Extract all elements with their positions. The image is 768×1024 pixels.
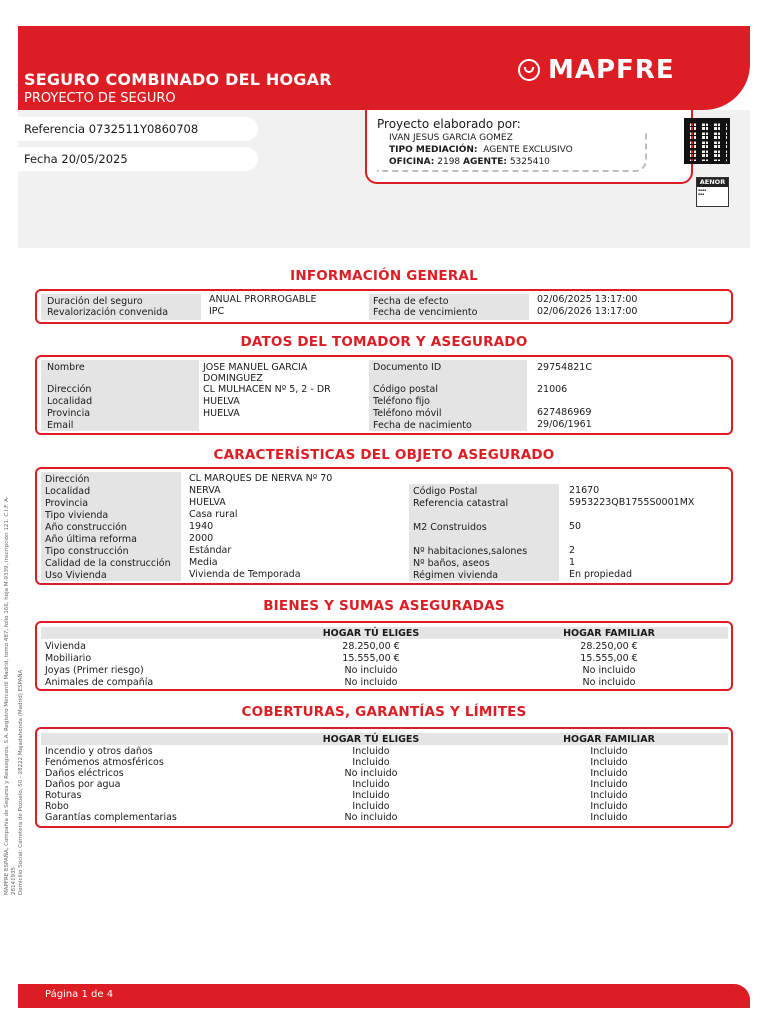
cob-agua-v2: Incluido [590, 779, 628, 790]
objeto-banos-value: 1 [569, 557, 576, 568]
objeto-habitaciones-value: 2 [569, 545, 576, 556]
office-label: OFICINA: [389, 157, 435, 167]
document-title: SEGURO COMBINADO DEL HOGAR [24, 70, 332, 89]
bienes-animales-v2: No incluido [582, 677, 636, 688]
cob-fenomenos-v2: Incluido [590, 757, 628, 768]
tel-movil-label: Teléfono móvil [373, 408, 442, 419]
bienes-joyas-v1: No incluido [344, 665, 398, 676]
objeto-calidad-value: Media [189, 557, 218, 568]
section-title-bienes: BIENES Y SUMAS ASEGURADAS [263, 598, 505, 614]
mediation-label: TIPO MEDIACIÓN: [389, 145, 478, 155]
cp-label: Código postal [373, 384, 438, 395]
bienes-joyas-label: Joyas (Primer riesgo) [45, 665, 144, 676]
objeto-tipo-vivienda-value: Casa rural [189, 509, 238, 520]
cob-incendio-label: Incendio y otros daños [45, 746, 153, 757]
revaluation-value: IPC [209, 306, 225, 317]
col-hogar-tu-eliges: HOGAR TÚ ELIGES [322, 628, 420, 639]
legal-line-2: Domicilio Social: Carretera de Pozuelo, 50 - 28222 Majadahonda (Madrid) ESPAÑA [18, 669, 24, 895]
duration-value: ANUAL PRORROGABLE [209, 294, 317, 305]
cob-electricos-label: Daños eléctricos [45, 768, 124, 779]
objeto-direccion-value: CL MARQUES DE NERVA Nº 70 [189, 473, 333, 484]
cp-value: 21006 [537, 384, 568, 395]
cob-complementarias-v1: No incluido [344, 812, 398, 823]
section-title-info-general: INFORMACIÓN GENERAL [290, 268, 478, 284]
aenor-label: AENOR [697, 178, 728, 187]
expiry-date-value: 02/06/2026 13:17:00 [537, 306, 638, 317]
cob-complementarias-v2: Incluido [590, 812, 628, 823]
cob-fenomenos-label: Fenómenos atmosféricos [45, 757, 164, 768]
col-hogar-tu-eliges: HOGAR TÚ ELIGES [322, 734, 420, 745]
aenor-certification-badge [696, 177, 729, 207]
objeto-m2-label: M2 Construidos [413, 522, 487, 533]
documento-value: 29754821C [537, 362, 592, 373]
qr-code-icon [684, 118, 730, 164]
project-author-title: Proyecto elaborado por: [377, 117, 521, 131]
revaluation-label: Revalorización convenida [47, 307, 169, 318]
cob-agua-v1: Incluido [352, 779, 390, 790]
objeto-tipo-vivienda-label: Tipo vivienda [45, 510, 109, 521]
objeto-ano-reforma-value: 2000 [189, 533, 214, 544]
section-title-tomador: DATOS DEL TOMADOR Y ASEGURADO [240, 334, 528, 350]
nacimiento-value: 29/06/1961 [537, 419, 592, 430]
cob-robo-label: Robo [45, 801, 69, 812]
coberturas-box [35, 727, 733, 828]
cob-agua-label: Daños por agua [45, 779, 121, 790]
objeto-uso-label: Uso Vivienda [45, 570, 107, 581]
objeto-direccion-label: Dirección [45, 474, 90, 485]
bienes-mobiliario-v2: 15.555,00 € [580, 653, 638, 664]
cob-roturas-label: Roturas [45, 790, 82, 801]
objeto-habitaciones-label: Nº habitaciones,salones [413, 546, 528, 557]
office-agent [389, 157, 550, 167]
col-hogar-familiar: HOGAR FAMILIAR [563, 734, 655, 745]
objeto-box [35, 467, 733, 585]
documento-label: Documento ID [373, 362, 442, 373]
objeto-uso-value: Vivienda de Temporada [189, 569, 301, 580]
duration-label: Duración del seguro [47, 296, 143, 307]
objeto-localidad-value: NERVA [189, 485, 221, 496]
cob-electricos-v2: Incluido [590, 768, 628, 779]
nacimiento-label: Fecha de nacimiento [373, 420, 472, 431]
tel-fijo-label: Teléfono fijo [373, 396, 430, 407]
objeto-ano-reforma-label: Año última reforma [45, 534, 137, 545]
cob-incendio-v2: Incluido [590, 746, 628, 757]
effect-date-value: 02/06/2025 13:17:00 [537, 294, 638, 305]
cob-roturas-v1: Incluido [352, 790, 390, 801]
col-hogar-familiar: HOGAR FAMILIAR [563, 628, 655, 639]
page-footer [18, 984, 750, 1008]
mediation-type [389, 145, 573, 155]
agent-value: 5325410 [509, 157, 550, 167]
bienes-animales-v1: No incluido [344, 677, 398, 688]
nombre-value-2: DOMINGUEZ [203, 373, 263, 384]
cob-roturas-v2: Incluido [590, 790, 628, 801]
legal-side-text [4, 475, 25, 895]
office-value: 2198 [437, 157, 461, 167]
objeto-banos-label: Nº baños, aseos [413, 558, 490, 569]
objeto-calidad-label: Calidad de la construcción [45, 558, 171, 569]
provincia-label: Provincia [47, 408, 91, 419]
cob-fenomenos-v1: Incluido [352, 757, 390, 768]
objeto-ano-construccion-label: Año construcción [45, 522, 127, 533]
direccion-value: CL MULHACEN Nº 5, 2 - DR [203, 384, 331, 395]
direccion-label: Dirección [47, 384, 92, 395]
bienes-vivienda-v2: 28.250,00 € [580, 641, 638, 652]
bienes-animales-label: Animales de compañía [45, 677, 154, 688]
mediation-value: AGENTE EXCLUSIVO [483, 145, 573, 155]
cob-complementarias-label: Garantías complementarias [45, 812, 177, 823]
section-title-objeto: CARACTERÍSTICAS DEL OBJETO ASEGURADO [213, 447, 555, 463]
objeto-m2-value: 50 [569, 521, 582, 532]
document-subtitle: PROYECTO DE SEGURO [24, 91, 176, 106]
objeto-tipo-construccion-value: Estándar [189, 545, 232, 556]
objeto-provincia-value: HUELVA [189, 497, 226, 508]
mapfre-emblem-icon [518, 59, 540, 81]
page-number: Página 1 de 4 [45, 989, 114, 1000]
provincia-value: HUELVA [203, 408, 240, 419]
cob-robo-v2: Incluido [590, 801, 628, 812]
cob-robo-v1: Incluido [352, 801, 390, 812]
reference-number: Referencia 0732511Y0860708 [18, 117, 258, 141]
bienes-mobiliario-label: Mobiliario [45, 653, 92, 664]
bienes-mobiliario-v1: 15.555,00 € [342, 653, 400, 664]
bienes-joyas-v2: No incluido [582, 665, 636, 676]
localidad-label: Localidad [47, 396, 93, 407]
objeto-tipo-construccion-label: Tipo construcción [45, 546, 129, 557]
objeto-cp-value: 21670 [569, 485, 600, 496]
section-title-coberturas: COBERTURAS, GARANTÍAS Y LÍMITES [241, 704, 527, 720]
cob-electricos-v1: No incluido [344, 768, 398, 779]
cob-incendio-v1: Incluido [352, 746, 390, 757]
objeto-localidad-label: Localidad [45, 486, 91, 497]
tomador-box [35, 355, 733, 435]
bienes-vivienda-label: Vivienda [45, 641, 86, 652]
aenor-seal-icon: ▪▪▪▪ ▪▪▪ [698, 188, 707, 196]
objeto-provincia-label: Provincia [45, 498, 89, 509]
mapfre-logo [518, 56, 718, 84]
nombre-value-1: JOSE MANUEL GARCIA [203, 362, 308, 373]
agent-name: IVAN JESUS GARCIA GOMEZ [389, 133, 513, 143]
localidad-value: HUELVA [203, 396, 240, 407]
objeto-catastral-label: Referencia catastral [413, 498, 509, 509]
logo-text: MAPFRE [548, 55, 675, 85]
agent-label: AGENTE: [463, 157, 507, 167]
effect-date-label: Fecha de efecto [373, 296, 449, 307]
objeto-regimen-label: Régimen vivienda [413, 570, 499, 581]
objeto-catastral-value: 5953223QB1755S0001MX [569, 497, 695, 508]
nombre-label: Nombre [47, 362, 85, 373]
tel-movil-value: 627486969 [537, 407, 592, 418]
legal-line-1: MAPFRE ESPAÑA, Compañía de Seguros y Reaseguros, S.A. Registro Mercantil Madrid, tomo 487, folio 166, hoja M-9339, inscripción 121. C.I.F. A-28141935 [4, 496, 17, 895]
expiry-date-label: Fecha de vencimiento [373, 307, 478, 318]
email-label: Email [47, 420, 74, 431]
bienes-vivienda-v1: 28.250,00 € [342, 641, 400, 652]
project-author-box [365, 110, 693, 184]
objeto-regimen-value: En propiedad [569, 569, 632, 580]
bienes-box [35, 621, 733, 691]
objeto-cp-label: Código Postal [413, 486, 478, 497]
objeto-ano-construccion-value: 1940 [189, 521, 214, 532]
issue-date: Fecha 20/05/2025 [18, 147, 258, 171]
info-general-box [35, 289, 733, 324]
